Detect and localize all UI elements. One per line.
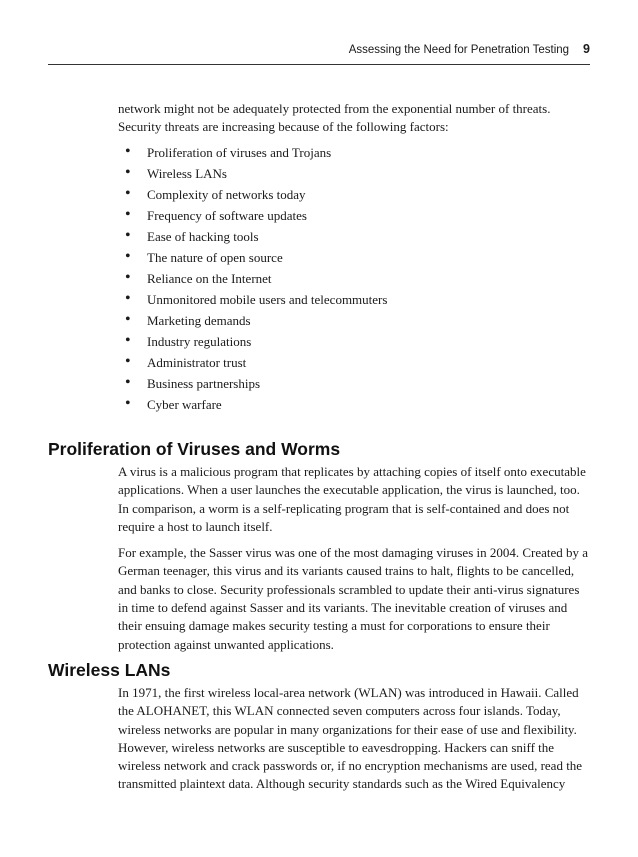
list-item: • Marketing demands	[125, 310, 251, 328]
list-item: • Unmonitored mobile users and telecommuters	[125, 289, 388, 307]
list-item: • Cyber warfare	[125, 394, 222, 412]
bullet-icon: •	[125, 373, 131, 391]
list-item: • The nature of open source	[125, 247, 283, 265]
section-wireless-lans-body	[118, 684, 590, 802]
section-viruses-worms-body	[118, 463, 590, 662]
paragraph: A virus is a malicious program that replicates by attaching copies of itself onto executable applications. When a user launches the executable application, the virus is launched, too. In comparison, a worm is a self-replicating program that is self-contained and does not require a host to launch itself.	[118, 464, 586, 534]
bullet-icon: •	[125, 331, 131, 349]
list-item: • Ease of hacking tools	[125, 226, 259, 244]
intro-block	[118, 100, 590, 415]
bullet-icon: •	[125, 394, 131, 412]
bullet-icon: •	[125, 184, 131, 202]
list-item: • Administrator trust	[125, 352, 247, 370]
list-item: • Proliferation of viruses and Trojans	[125, 142, 332, 160]
section-heading-wireless-lans: Wireless LANs	[48, 660, 171, 680]
page-number: 9	[583, 42, 590, 56]
bullet-icon: •	[125, 226, 131, 244]
bullet-icon: •	[125, 268, 131, 286]
list-item: • Complexity of networks today	[125, 184, 306, 202]
bullet-icon: •	[125, 142, 131, 160]
list-item: • Frequency of software updates	[125, 205, 307, 223]
running-title: Assessing the Need for Penetration Testing	[348, 44, 570, 56]
list-item: • Wireless LANs	[125, 163, 227, 181]
bullet-icon: •	[125, 289, 131, 307]
bullet-icon: •	[125, 352, 131, 370]
list-item: • Industry regulations	[125, 331, 252, 349]
bullet-icon: •	[125, 163, 131, 181]
bullet-icon: •	[125, 310, 131, 328]
paragraph: For example, the Sasser virus was one of the most damaging viruses in 2004. Created by a German teenager, this virus and its variants caused trains to halt, flights to be cancelled, and banks to close. Security professionals scrambled to update their anti-virus signatures in time to defend against Sasser and its variants. The inevitable creation of viruses and their ensuing damage makes security testing a must for corporations to ensure their protection against unwanted applications.	[118, 545, 589, 652]
bullet-icon: •	[125, 247, 131, 265]
threat-factors-list	[118, 142, 590, 415]
header-rule	[48, 64, 590, 65]
bullet-icon: •	[125, 205, 131, 223]
intro-paragraph: network might not be adequately protected from the exponential number of threats. Security threats are increasing because of the following factors:	[118, 101, 551, 135]
list-item: • Business partnerships	[125, 373, 261, 391]
section-heading-viruses-worms: Proliferation of Viruses and Worms	[48, 439, 341, 459]
list-item: • Reliance on the Internet	[125, 268, 272, 286]
running-header	[48, 42, 590, 56]
paragraph: In 1971, the first wireless local-area network (WLAN) was introduced in Hawaii. Called the ALOHANET, this WLAN connected seven computers across four islands. Today, wireless networks are popular in many organizations for their ease of use and flexibility. However, wireless networks are susceptible to eavesdropping. Hackers can sniff the wireless network and crack passwords or, if no encryption mechanisms are used, read the transmitted plaintext data. Although security standards such as the Wired Equivalency	[118, 685, 583, 792]
